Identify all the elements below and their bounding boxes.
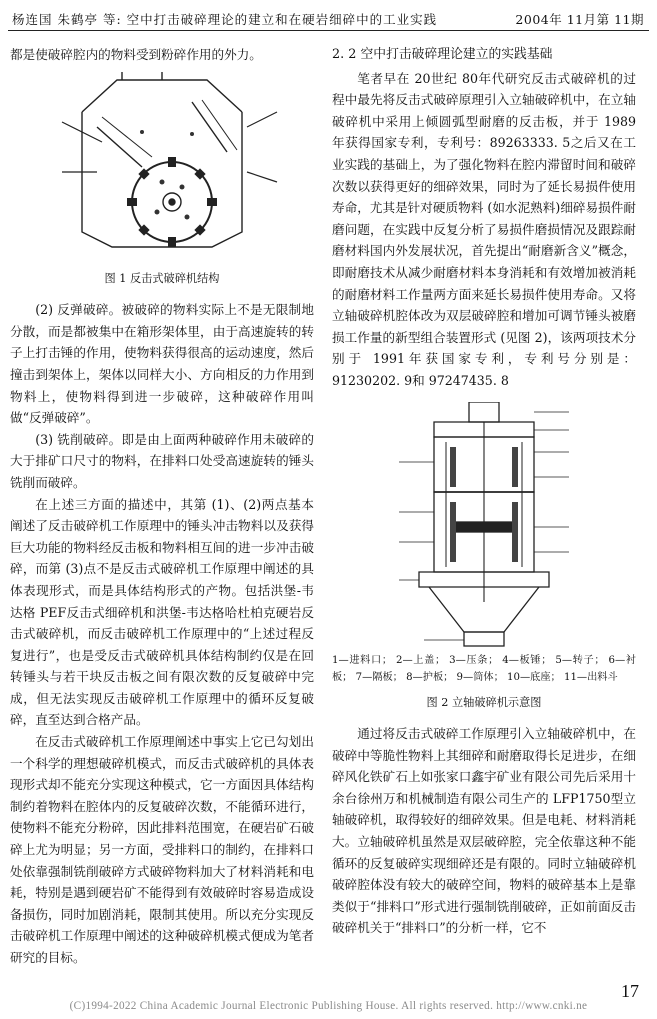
page-number: 17	[621, 981, 639, 1001]
left-column	[10, 44, 314, 969]
vertical-crusher-drawing	[384, 402, 584, 652]
header-authors: 杨连国 朱鹤亭 等: 空中打击破碎理论的建立和在硬岩细碎中的工业实践	[12, 12, 438, 27]
figure-2-legend: 1—进料口； 2—上盖； 3—压条； 4—板锤； 5—转子； 6—衬板； 7—隔板； 8—护板； 9—筒体； 10—底座； 11—出料斗	[332, 654, 636, 683]
paragraph: 笔者早在 20世纪 80年代研究反击式破碎机的过程中最先将反击式破碎原理引入立轴破碎机中，在立轴破碎机中采用上倾圆弧型耐磨的反击板，并于 1989 年获得国家专利，专利号：89263333. 5之后又在工业实践的基础上，为了强化物料在腔内滞留时间和破碎次数以获得更好的细碎效果，同时为了延长易损件使用寿命，尤其是针对硬质物料 (如水泥熟料)细碎易损件耐磨问题，在实践中反复分析了易损件磨损情况及跟踪耐磨材料国内外发展状况，首先提出“耐磨新含义”概念，即耐磨技术从减少耐磨材料本身消耗和有效增加被消耗的耐磨材料工作量两方面来延长易损件使用寿命。又将立轴破碎机腔体改为双层破碎腔和增加可调节锤头被磨损工作量的新型组合装置形式 (见图 2)，该两项技术分别于 1991年获国家专利，专利号分别是：91230202. 9和 97247435. 8	[332, 70, 636, 388]
paragraph: (3) 铣削破碎。即是由上面两种破碎作用未破碎的大于排矿口尺寸的物料，在排料口处受高速旋转的锤头铣削而破碎。	[10, 431, 314, 490]
paragraph: (2) 反弹破碎。被破碎的物料实际上不是无限制地分散，而是都被集中在箱形架体里，由于高速旋转的转子上打击锤的作用，使物料获得很高的运动速度，然后撞击到架体上，架体以同样大小、方向相反的力作用到物料上，使物料得到进一步破碎，这种破碎作用叫做“反弹破碎”。	[10, 302, 314, 426]
right-column	[332, 44, 636, 939]
running-header	[12, 8, 644, 30]
header-rule	[8, 30, 649, 31]
figure-1-impact-crusher	[42, 72, 282, 262]
section-heading: 2. 2 空中打击破碎理论建立的实践基础	[332, 47, 553, 62]
paragraph: 都是使破碎腔内的物料受到粉碎作用的外力。	[10, 47, 262, 62]
figure-2-vertical-shaft-crusher	[384, 402, 584, 652]
impact-crusher-drawing	[42, 72, 282, 262]
figure-2-caption: 图 2 立轴破碎机示意图	[426, 695, 542, 709]
figure-1-caption: 图 1 反击式破碎机结构	[104, 271, 220, 285]
paragraph: 在上述三方面的描述中，其第 (1)、(2)两点基本阐述了反击破碎机工作原理中的锤头冲击物料以及获得巨大功能的物料经反击板和物料相互间的进一步冲击破碎，而第 (3)点不是反击式破碎机工作原理中阐述的具体表现形式，而是具体结构形式的产物。包括洪堡-韦达格 PEF反击式细碎机和洪堡-韦达格哈杜柏克硬岩反击式破碎机，而反击破碎机工作原理中的“上述过程反复进行”，也是受反击式破碎机具体结构制约仅是在回转锤头与若干块反击板之间有限次数的反复破碎中完成，但无法实现反击破碎机工作原理中的循环反复破碎，直至达到合格产品。	[10, 496, 314, 728]
paragraph: 通过将反击式破碎工作原理引入立轴破碎机中，在破碎中等脆性物料上其细碎和耐磨取得长足进步，在细碎风化铁矿石上如张家口鑫宇矿业有限公司先后采用十余台徐州万和机械制造有限公司生产的 LFP1750型立轴破碎机，取得较好的细碎效果。但是电耗、材料消耗大。立轴破碎机虽然是双层破碎腔，完全依靠这种不能循环的反复破碎实现细碎还是有限的。同时立轴破碎机破碎腔体没有较大的破碎空间，物料的破碎基本上是靠类似于“排料口”形式进行强制铣削破碎，正如前面反击破碎机关于“排料口”的分析一样，它不	[332, 726, 636, 936]
header-journal-issue: 2004年 11月第 11期	[515, 12, 644, 27]
copyright-footer: (C)1994-2022 China Academic Journal Electronic Publishing House. All rights reserved. http://www.cnki.ne	[69, 1000, 588, 1012]
paragraph: 在反击式破碎机工作原理阐述中事实上它已勾划出一个科学的理想破碎机模式，而反击式破碎机的具体表现形式却不能充分实现这种模式，它一方面因具体结构制约着物料在腔体内的反复破碎次数，不能循环进行，使物料不能充分粉碎，因此排料范围宽，在硬岩矿石破碎上尤为明显；另一方面，受排料口的制约，在排料口处依靠强制铣削破碎方式破碎物料加大了材料消耗和电耗，特别是遇到硬岩矿不能得到有效破碎时容易造成设备损伤，同时加剧消耗，限制其使用。所以充分实现反击破碎机工作原理中阐述的这种破碎机模式便成为笔者研究的目标。	[10, 734, 314, 965]
